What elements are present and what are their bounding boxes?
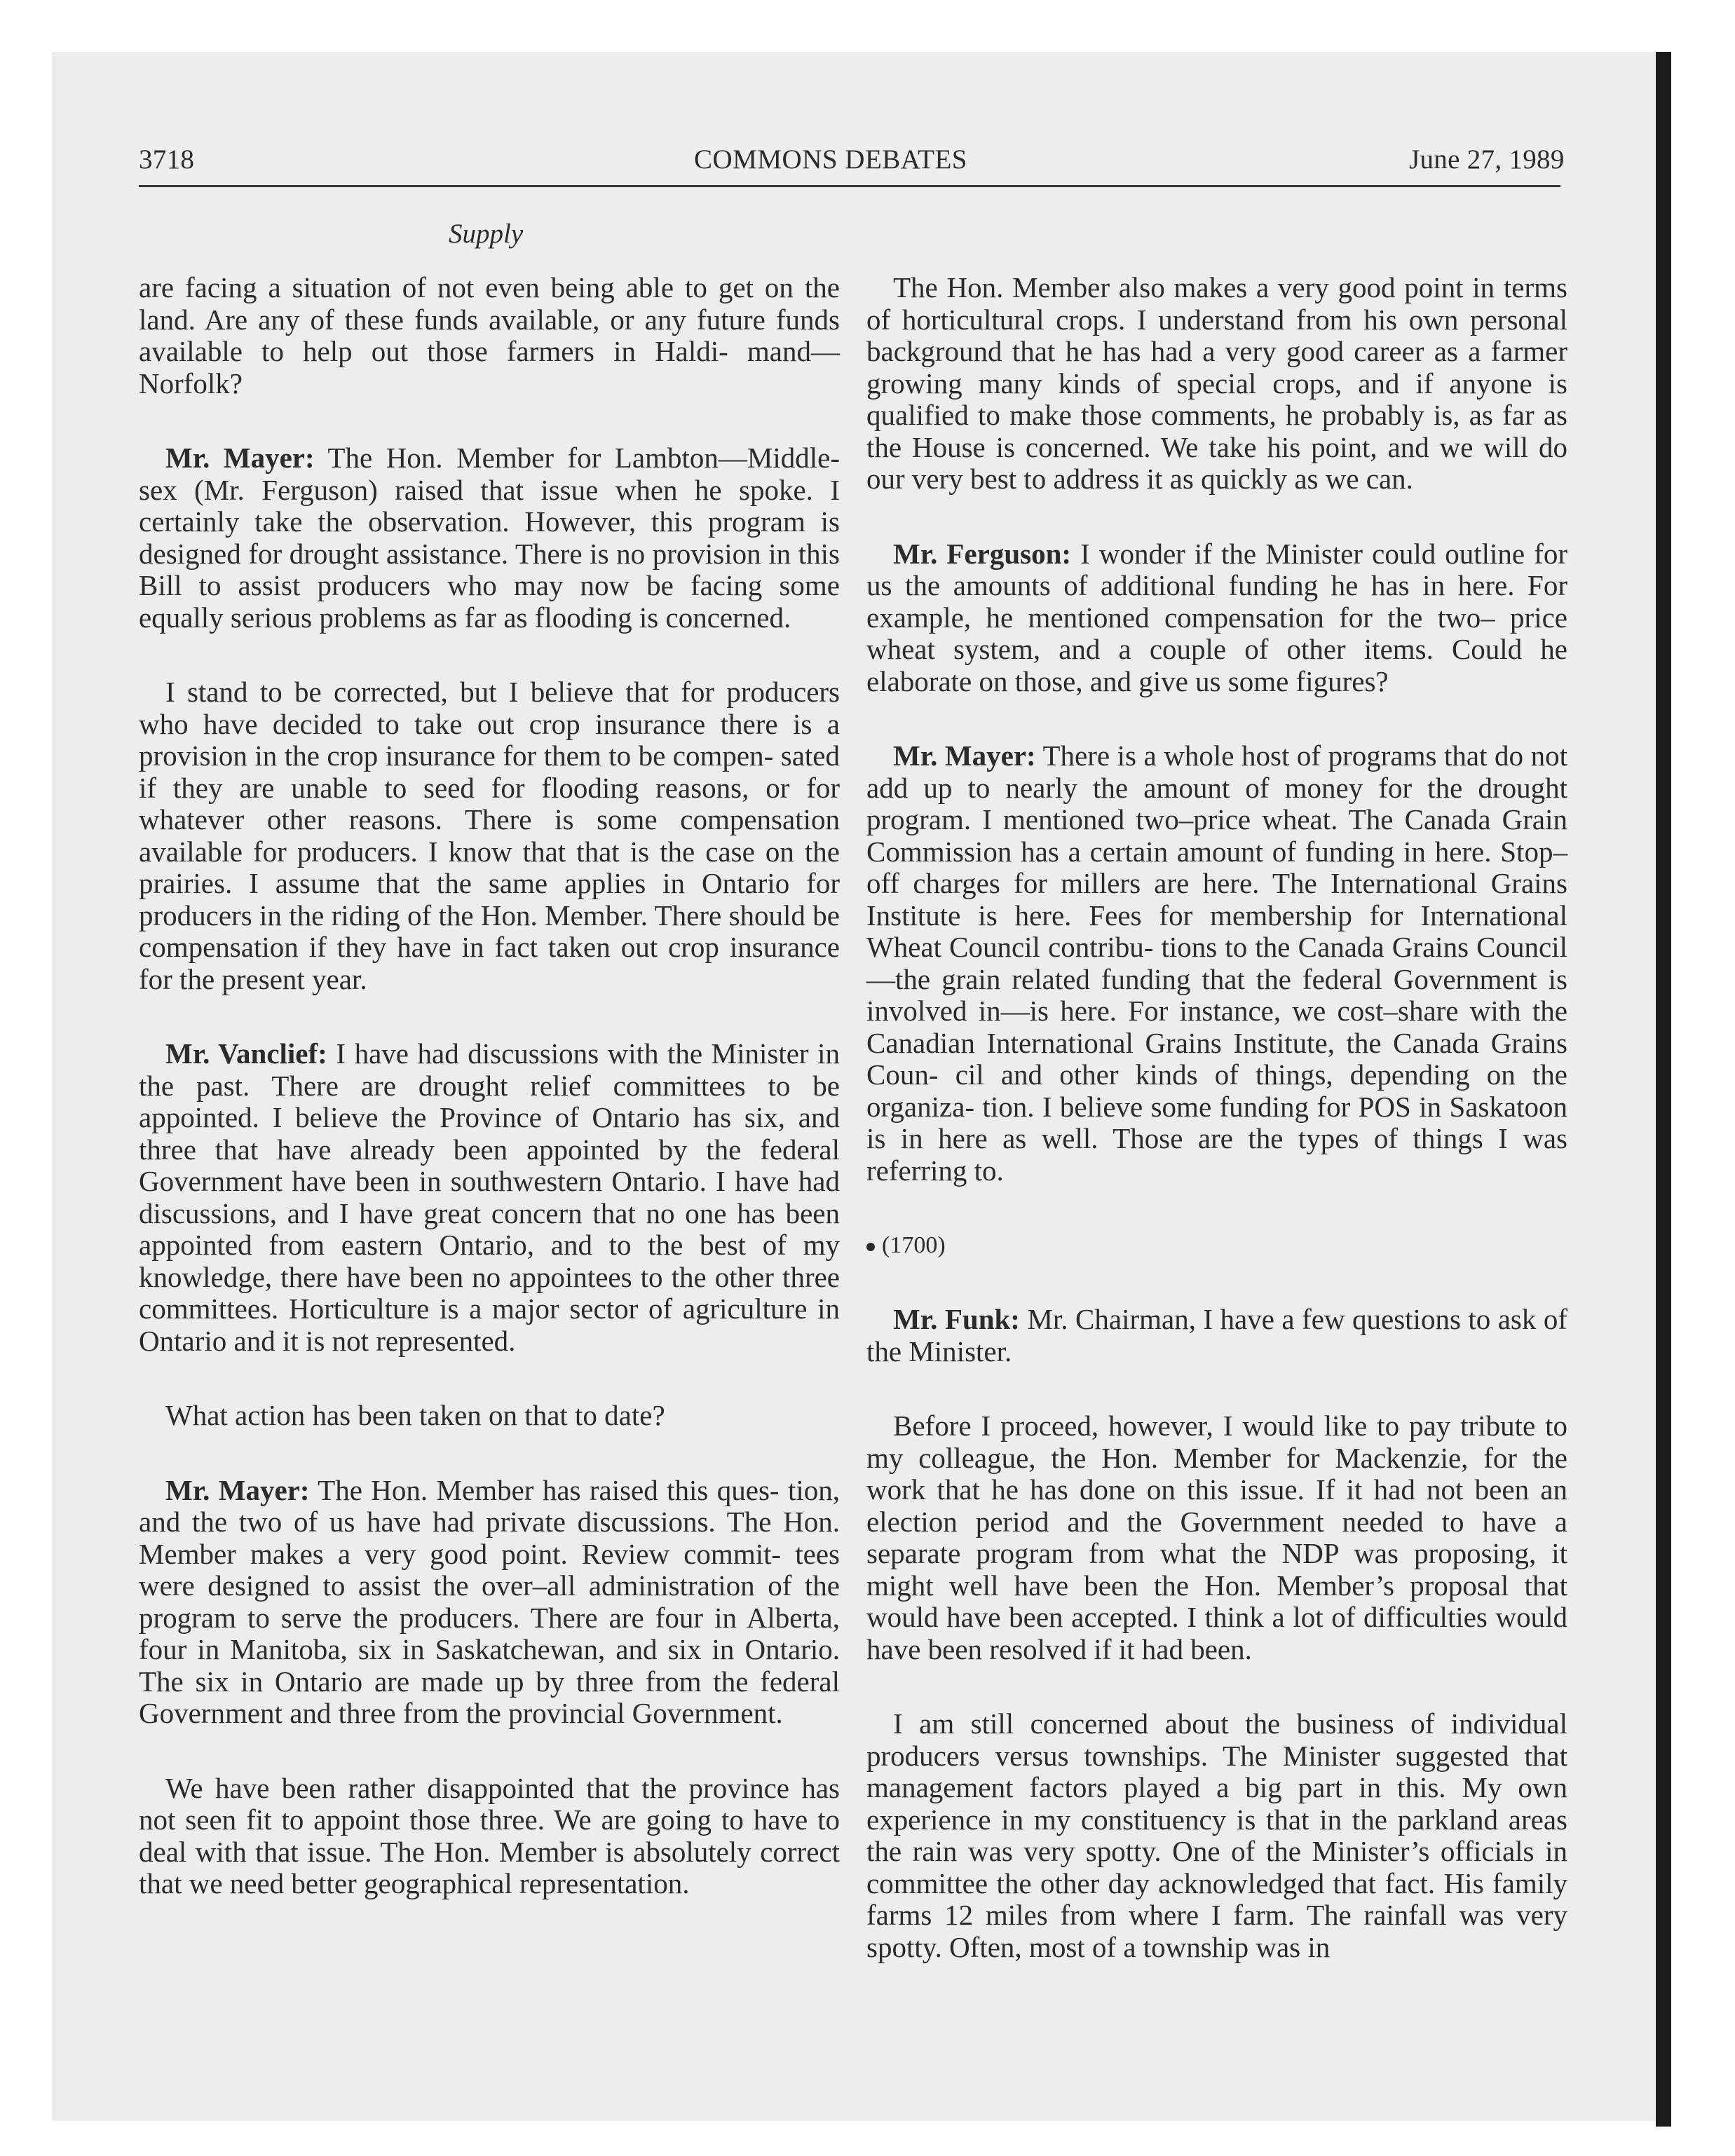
scan-edge-shadow (1656, 52, 1671, 2127)
time-marker-text: (1700) (882, 1232, 946, 1258)
journal-title: COMMONS DEBATES (694, 144, 967, 175)
paragraph (866, 538, 1567, 698)
paragraph (139, 1400, 840, 1432)
paragraph (866, 1708, 1567, 1963)
paragraph-text: The Hon. Member also makes a very good point in terms of horticultural crops. I understand from his own personal background that he has had a very good career as a farmer growing many kinds of special crops, and if anyone is qualified to make those comments, he probably is, as far as the House is concerned. We take his point, and we will do our very best to address it as quickly as we can. (866, 271, 1567, 495)
speaker-name: Mr. Vanclief: (165, 1037, 327, 1070)
paragraph (139, 272, 840, 400)
paragraph-text: Mr. Chairman, I have a few questions to ask of the Minister. (866, 1303, 1568, 1367)
paragraph (866, 1304, 1567, 1367)
speaker-name: Mr. Funk: (893, 1303, 1020, 1335)
bullet-icon (866, 1243, 875, 1251)
speaker-name: Mr. Mayer: (165, 442, 315, 474)
paragraph-text: What action has been taken on that to date? (165, 1399, 665, 1431)
speaker-name: Mr. Ferguson: (893, 537, 1072, 570)
paragraph-text: I stand to be corrected, but I believe that for producers who have decided to take out crop insurance there is a provision in the crop insurance for them to be compen- sated if they are unable to seed for flooding reasons, or for whatever other reasons. There is some compensation available for producers. I know that that is the case on the prairies. I assume that the same applies in Ontario for producers in the riding of the Hon. Member. There should be compensation if they have in fact taken out crop insurance for the present year. (139, 676, 840, 995)
paragraph (139, 442, 840, 634)
paragraph-text: are facing a situation of not even being able to get on the land. Are any of these funds available, or any future funds available to help out those farmers in Haldi- mand—Norfolk? (139, 271, 840, 400)
paragraph-text: I have had discussions with the Minister in the past. There are drought relief committees to be appointed. I believe the Province of Ontario has six, and three that have already been appointed by the federal Government have been in southwestern Ontario. I have had discussions, and I have great concern that no one has been appointed from eastern Ontario, and to the best of my knowledge, there have been no appointees to the other three committees. Horticulture is a major sector of agriculture in Ontario and it is not represented. (139, 1037, 841, 1357)
paragraph (139, 676, 840, 995)
speaker-name: Mr. Mayer: (893, 739, 1036, 772)
paragraph-text: There is a whole host of programs that do not add up to nearly the amount of money for the drought program. I mentioned two–price wheat. The Canada Grain Commission has a certain amount of funding in here. Stop–off charges for millers are here. The International Grains Institute is here. Fees for membership for International Wheat Council contribu- tions to the Canada Grains Council—the grain related funding that the federal Government is involved in—is here. For instance, we cost–share with the Canadian International Grains Institute, the Canada Grains Coun- cil and other kinds of things, depending on the organiza- tion. I believe some funding for POS in Saskatoon is in here as well. Those are the types of things I was referring to. (866, 739, 1567, 1187)
paragraph-text: We have been rather disappointed that the province has not seen fit to appoint those three. We are going to have to deal with that issue. The Hon. Member is absolutely correct that we need better geographical representation. (139, 1771, 840, 1899)
paragraph-text: I am still concerned about the business of individual producers versus townships. The Minister suggested that management factors played a big part in this. My own experience in my constituency is that in the parkland areas the rain was very spotty. One of the Minister’s officials in committee the other day acknowledged that fact. His family farms 12 miles from where I farm. The rainfall was very spotty. Often, most of a township was in (866, 1707, 1567, 1963)
paragraph (866, 272, 1567, 496)
paragraph (139, 1038, 840, 1357)
page-number: 3718 (139, 144, 195, 175)
header-rule (139, 185, 1560, 187)
section-label: Supply (449, 219, 524, 249)
paragraph-text: The Hon. Member for Lambton—Middle- sex (Mr. Ferguson) raised that issue when he spoke. I certainly take the observation. However, this program is designed for drought assistance. There is no provision in this Bill to assist producers who may now be facing some equally serious problems as far as flooding is concerned. (139, 442, 840, 634)
paragraph (139, 1773, 840, 1900)
right-column (866, 272, 1567, 2006)
time-marker (866, 1229, 1567, 1261)
paragraph-text: Before I proceed, however, I would like to pay tribute to my colleague, the Hon. Member for Mackenzie, for the work that he has done on this issue. If it had not been an election period and the Government needed to have a separate program from what the NDP was proposing, it might well have been the Hon. Member’s proposal that would have been accepted. I think a lot of difficulties would have been resolved if it had been. (866, 1410, 1567, 1665)
paragraph-text: I wonder if the Minister could outline for us the amounts of additional funding he has in here. For example, he mentioned compensation for the two– price wheat system, and a couple of other items. Could he elaborate on those, and give us some figures? (866, 537, 1567, 697)
page-date: June 27, 1989 (1409, 144, 1565, 175)
speaker-name: Mr. Mayer: (165, 1473, 310, 1506)
left-column (139, 272, 840, 1943)
paragraph (139, 1475, 840, 1730)
paragraph (866, 1410, 1567, 1665)
paragraph-text: The Hon. Member has raised this ques- tion, and the two of us have had private discussions. The Hon. Member makes a very good point. Review commit- tees were designed to assist the over–all administration of the program to serve the producers. There are four in Alberta, four in Manitoba, six in Saskatchewan, and six in Ontario. The six in Ontario are made up by three from the federal Government and three from the provincial Government. (139, 1473, 840, 1729)
paragraph (866, 740, 1567, 1187)
